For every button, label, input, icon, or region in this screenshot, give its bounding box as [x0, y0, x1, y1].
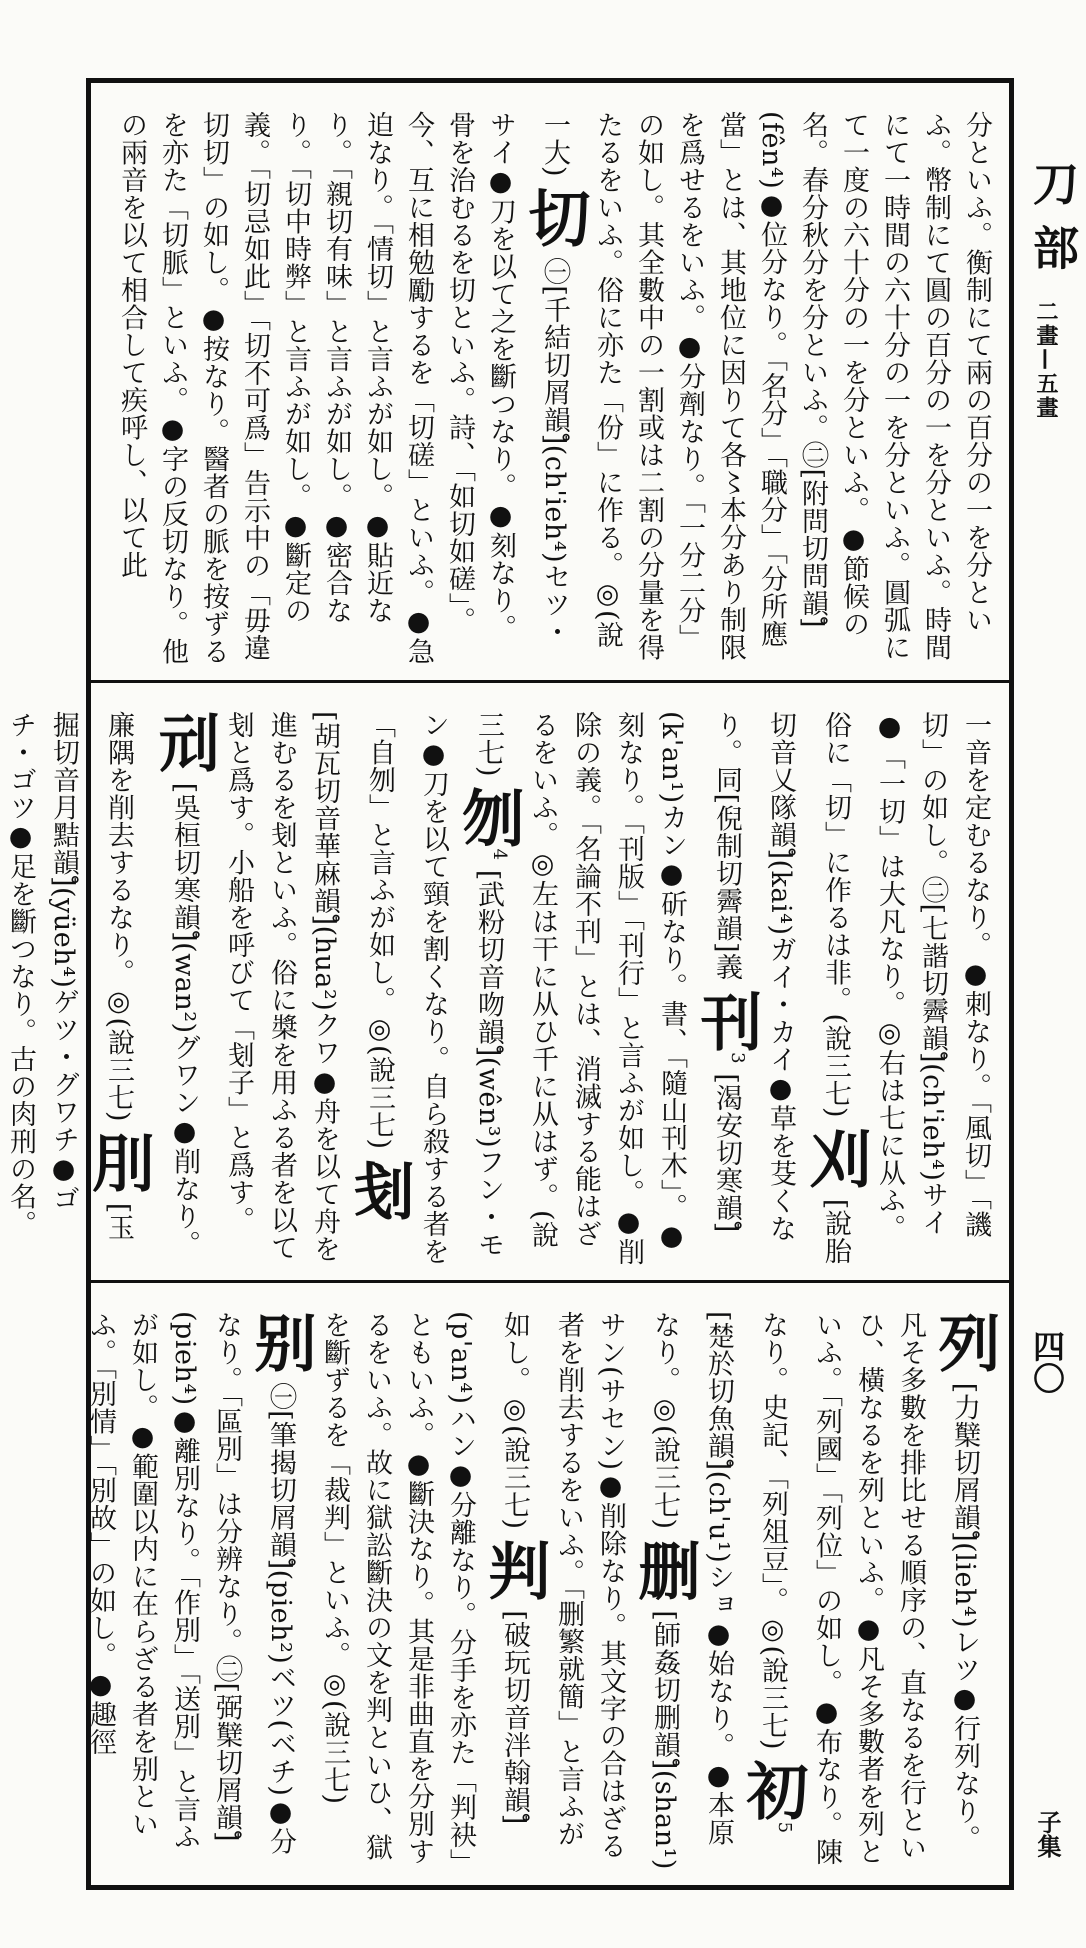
section-middle	[5, 683, 1009, 1283]
headword-yi: 刈	[799, 1127, 872, 1190]
entry-kan: [渴安切寒韻]̊(k'an¹)カン●斫なり。書、「隨山刊木」。●刻なり。「刊版」「刊行」と言ふが如し。●削除の義。「名論不刊」とは、消滅する能はざるをいふ。◎左は干に从ひ千に从はず。(說三七)	[473, 711, 742, 1266]
entry-yi: [說胎切音乂隊韻]̊(kai⁴)ガイ・カイ●草を芟くなり。同[倪制切霽韻]義	[711, 711, 851, 1265]
entry-pan: [破玩切音泮翰韻]̊(p'an⁴)ハン●分離なり。分手を亦た「判袂」ともいふ。●斷決なり。其是非曲直を分別するをいふ。故に獄訟斷決の文を判といひ、獄を斷ずるを「裁判」といふ。◎(說三七)	[319, 1311, 530, 1865]
section-bottom	[85, 1283, 1009, 1885]
headword-pan: 判	[478, 1538, 551, 1602]
entry-yue: [玉掘切音月黠韻]̊(yüeh⁴)ゲツ・グワチ●ゴチ・ゴツ●足を斷つなり。古の肉刑の名。	[5, 711, 134, 1242]
section-top-text	[105, 111, 997, 666]
stroke-count-3: 3	[727, 1052, 748, 1065]
section-middle-text	[5, 711, 997, 1266]
headword-wan: 刓	[148, 711, 221, 774]
entry-bie: ㊀[筆揭切屑韻]̊(pieh²)ベツ(ベチ)●分なり。「區別」は分辨なり。㊁[弼櫱切屑韻]̊(pieh⁴)●離別なり。「作別」「送別」と言ふが如し。●範圍以内に在らざる者を别といふ。「別情」「別故」の如し。●趣徑	[85, 1311, 296, 1856]
headword-hua: 刬	[343, 1158, 416, 1222]
stroke-count-4: 4	[489, 848, 510, 861]
volume-label: 子集	[1033, 1810, 1061, 1858]
headword-chu: 初	[736, 1759, 809, 1822]
section-top	[91, 83, 1009, 683]
entry-wen: [武粉切音吻韻]̊(wên³)フン・モン●刀を以て頸を割くなり。自ら殺する者を「自刎」と言ふが如し。◎(說三七)	[364, 711, 504, 1265]
stroke-range: 二畫—五畫	[1033, 300, 1058, 420]
entry-hua: [胡瓦切音華麻韻]̊(hua²)クワ●舟を以て舟を進むるを刬といふ。俗に槳を用ふる者を以て刬と爲す。小船を呼びて「刬子」と爲す。	[223, 711, 340, 1263]
entry-shan: [師姦切删韻]̊(shan¹)サン(サセン)●削除なり。其文字の合はざる者を削去するをいふ。「删繁就簡」と言ふが如し。◎(說三七)	[499, 1311, 680, 1870]
stroke-count-5: 5	[774, 1821, 795, 1834]
headword-lie: 列	[928, 1311, 1001, 1374]
headword-qie: 切	[518, 186, 591, 249]
radical-header: 刀部	[1026, 160, 1080, 288]
headword-shan: 删	[628, 1538, 701, 1602]
entry-lie: [力櫱切屑韻]̊(lieh⁴)レツ●行列なり。凡そ多數を排比せる順序の、直なるを行といひ、橫なるを列といふ。●凡そ多數者を列といふ。「列國」「列位」の如し。●布なり。陳なり。史記、「列俎豆」。◎(說三七)	[757, 1311, 980, 1866]
headword-yue: 刖	[82, 1131, 155, 1194]
entry-chu: [楚於切魚韻]̊(ch'u¹)ショ●始なり。●本原なり。◎(說三七)	[649, 1311, 734, 1847]
headword-bie: 别	[244, 1311, 317, 1374]
page-number: 四〇	[1028, 1330, 1066, 1394]
headword-wen: 刎	[452, 786, 525, 849]
entry-wan: [吳桓切寒韻]̊(wan²)グワン●削なり。廉隅を削去するなり。◎(說三七)	[103, 711, 200, 1258]
continued-entry-qie: 一音を定むるなり。●刺なり。「風切」「譏切」の如し。㊁[七諧切霽韻]̊(ch'ieh⁴)サイ●「一切」は大凡なり。◎右は七に从ふ。俗に「切」に作るは非。(說三七)	[820, 711, 991, 1242]
continued-entry-fen: 分といふ。衡制にて兩の百分の一を分といふ。幣制にて圓の百分の一を分といふ。時間にて一時間の六十分の一を分といふ。圓弧にて一度の六十分の一を分といふ。●節候の名。春分秋分を分といふ。㊁[附問切問韻]̊(fên⁴)●位分なり。「名分」「職分」「分所應當」とは、其地位に因りて各〻本分あり制限を爲せるをいふ。●分劑なり。「一分二分」の如し。其全數中の一割或は二割の分量を得たるをいふ。俗に亦た「份」に作る。◎(說一大)	[539, 111, 992, 661]
entry-qie: ㊀[千結切屑韻]̊(ch'ieh⁴)セツ・サイ●刀を以て之を斷つなり。●刻なり。骨を治むるを切といふ。詩、「如切如磋」。今、互に相勉勵するを「切磋」といふ。●急迫なり。「情切」と言ふが如し。●貼近なり。「親切有味」と言ふが如し。●密合なり。「切中時弊」と言ふが如し。●斷定の義。「切忌如此」「切不可爲」告示中の「毋違切切」の如し。●按なり。醫者の脈を按ずるを亦た「切脈」といふ。●字の反切なり。他の兩音を以て相合して疾呼し、以て此	[116, 111, 570, 665]
section-bottom-text	[85, 1311, 1001, 1871]
headword-kan: 刊	[690, 989, 763, 1053]
page-frame	[5, 78, 1014, 1890]
